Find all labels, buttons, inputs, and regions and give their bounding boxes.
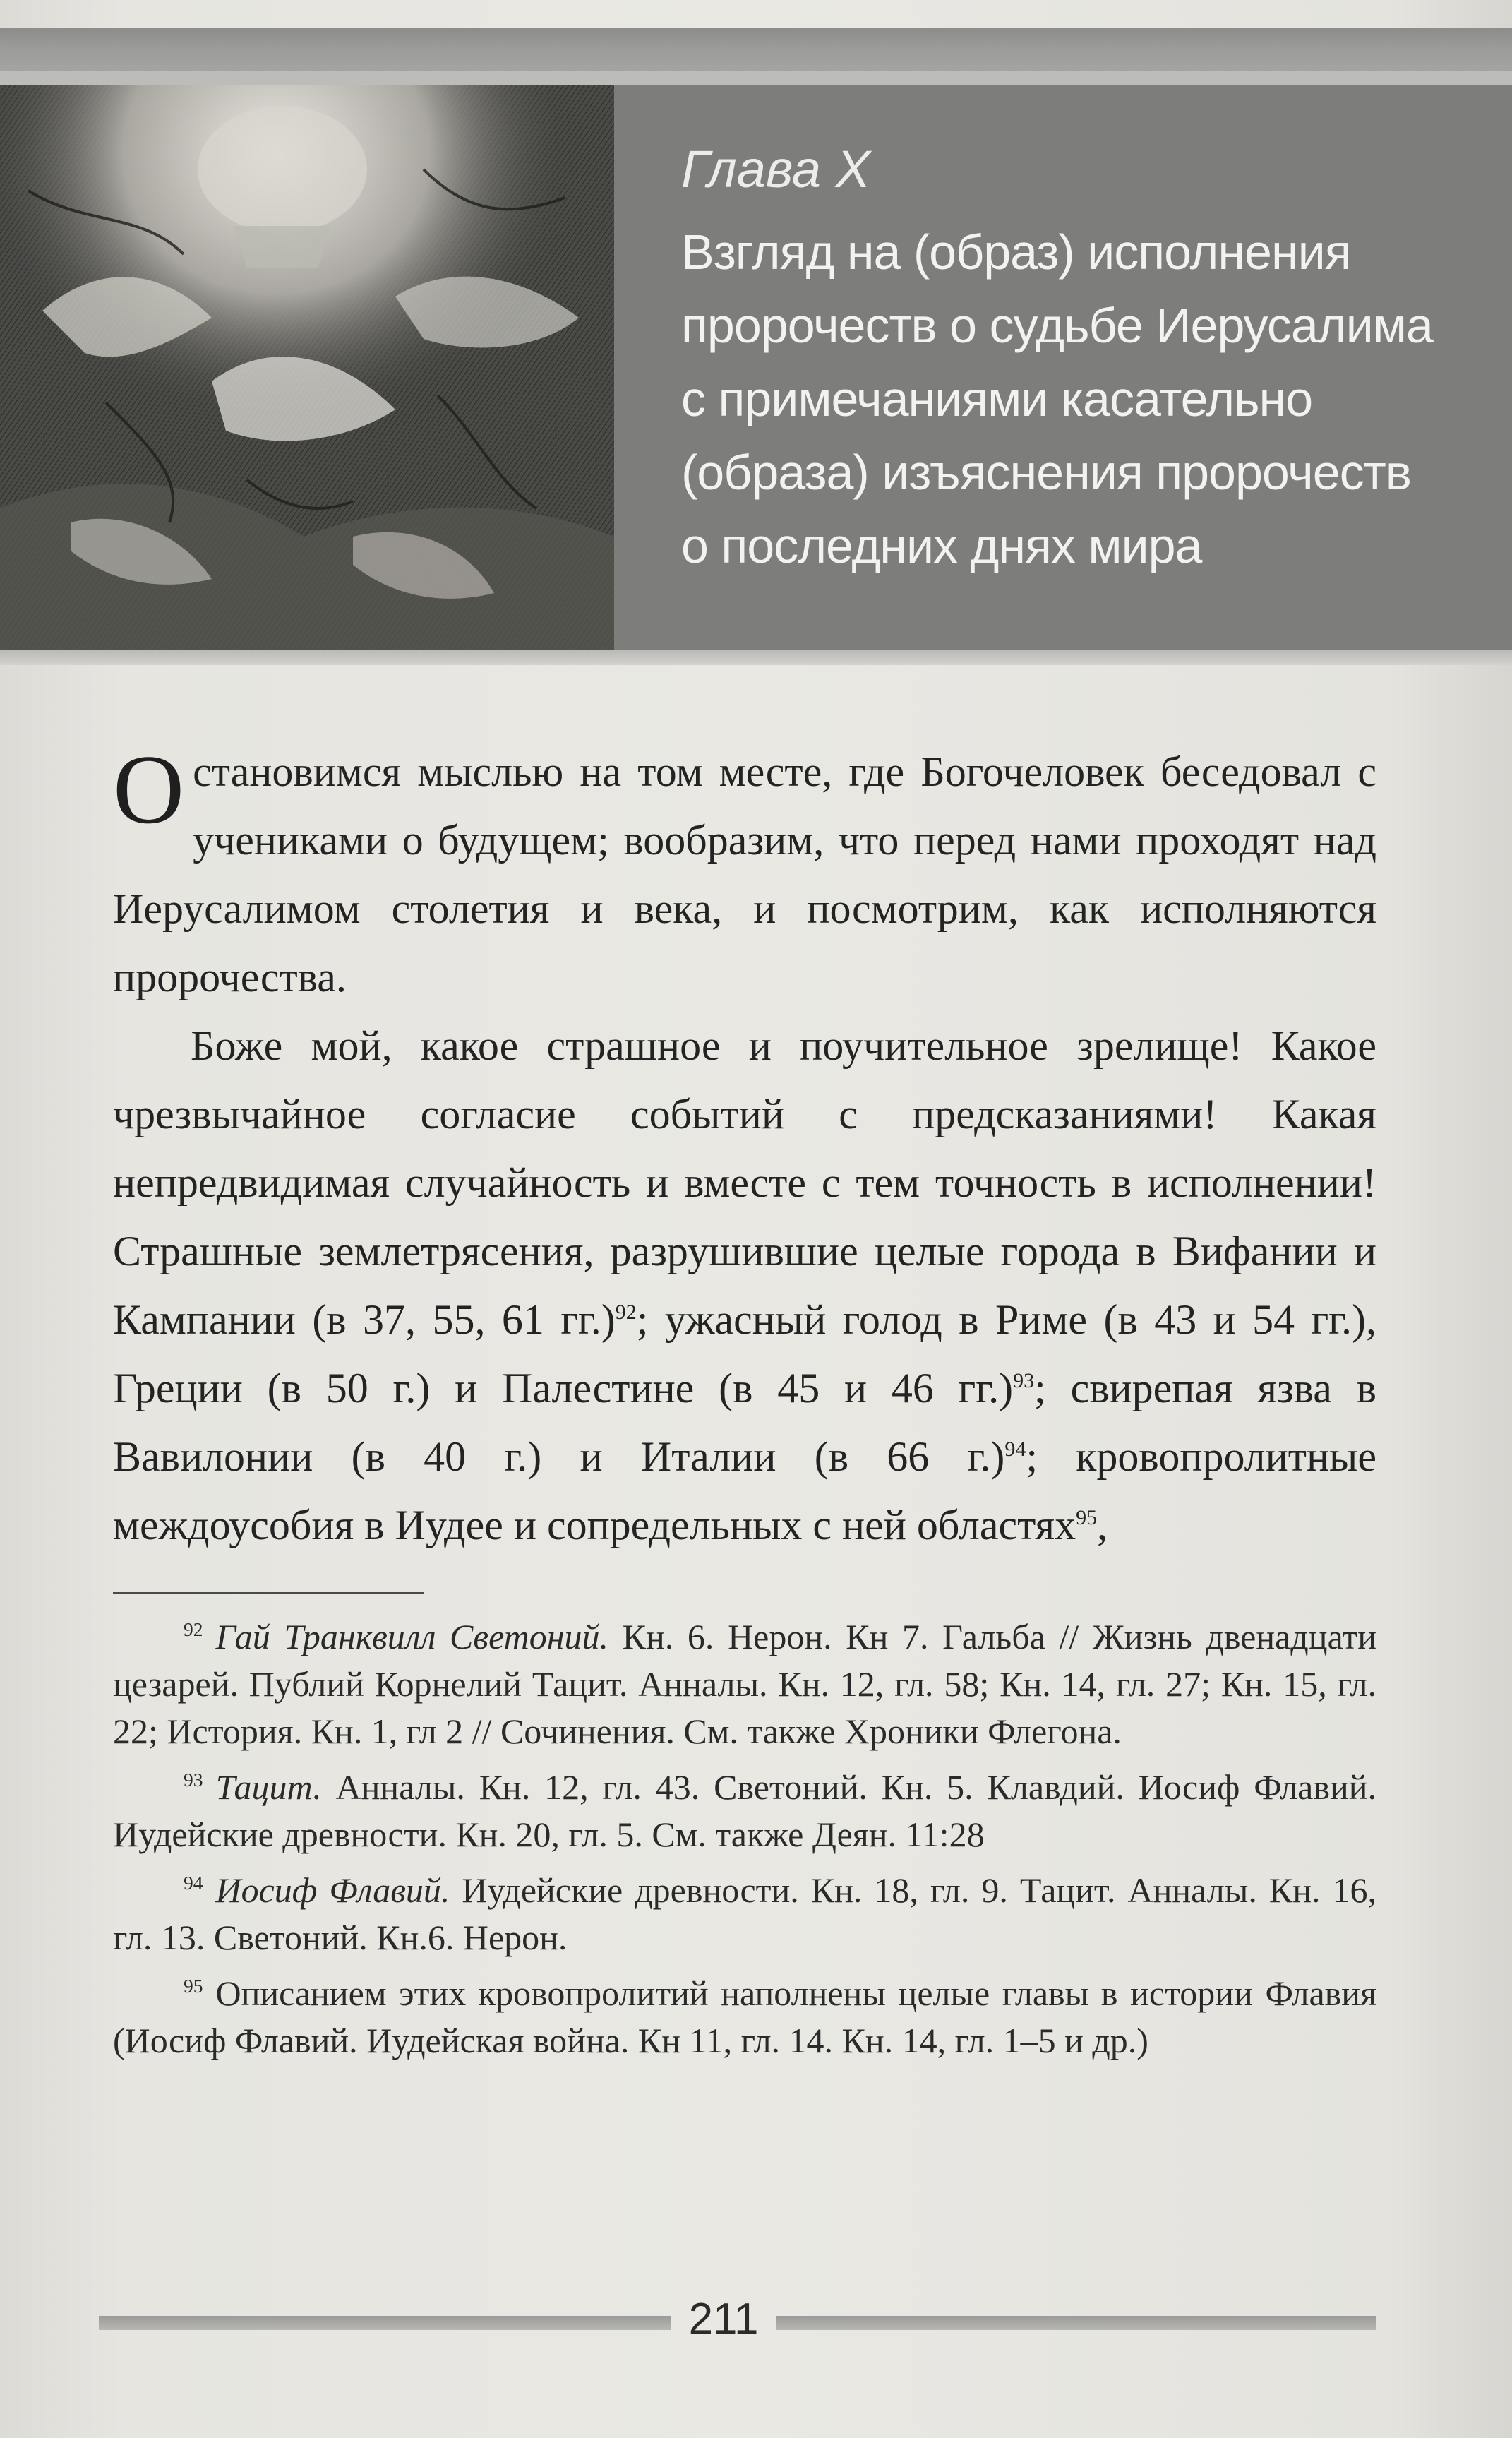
footnote-ref-93[interactable]: 93 [1013,1369,1035,1392]
chapter-title-line: о последних днях мира [681,518,1202,573]
footnote-95 [113,1970,1376,2064]
drop-cap: О [113,735,185,844]
footnote-author: Тацит. [215,1767,322,1807]
footnote-divider [113,1592,424,1594]
chapter-title-line: пророчеств о судьбе Иерусалима [681,298,1433,353]
page-number: 211 [688,2295,759,2343]
main-text [113,735,1377,1560]
footnote-text: Анналы. Кн. 12, гл. 43. Светоний. Кн. 5. Клавдий. Иосиф Флавий. Иудейские древности. Кн. 20, гл. 5. См. также Деян. 11:28 [113,1767,1376,1854]
footnote-ref-95[interactable]: 95 [1076,1506,1098,1529]
paragraph-1 [113,735,1376,1012]
top-decorative-stripe [0,71,1512,85]
footnote-text: Описанием этих кровопролитий наполнены целые главы в истории Флавия (Иосиф Флавий. Иудейская война. Кн 11, гл. 14. Кн. 14, гл. 1–5 и др.) [113,1973,1376,2060]
paragraph-2 [113,1012,1376,1560]
footer-bar-left [99,2316,671,2330]
paragraph-2-text: ; кровопролитные междоусобия в Иудее и сопредельных с ней областях [113,1433,1376,1548]
footnote-ref-94[interactable]: 94 [1004,1438,1026,1461]
paragraph-2-text: ; ужасный голод в Риме (в 43 и 54 гг.), Греции (в 50 г.) и Палестине (в 45 и 46 гг.) [113,1296,1376,1411]
footnotes [113,1613,1376,2073]
footnote-text: Иудейские древности. Кн. 18, гл. 9. Тацит. Анналы. Кн. 16, гл. 13. Светоний. Кн.6. Нерон. [113,1870,1377,1957]
paragraph-2-text: Боже мой, какое страшное и поучительное зрелище! Какое чрезвычайное согласие событий с предсказаниями! Какая непредвидимая случайность и вместе с тем точность в исполнении! Страшные землетрясения, разрушившие целые города в Вифании и Кампании (в 37, 55, 61 гг.) [113,1022,1376,1343]
chapter-title-line: с примечаниями касательно [681,371,1313,426]
paragraph-2-text: ; свирепая язва в Вавилонии (в 40 г.) и Италии (в 66 г.) [113,1365,1377,1480]
footnote-ref-92[interactable]: 92 [615,1301,637,1324]
footnote-92 [113,1613,1376,1755]
footnote-number: 94 [184,1872,203,1894]
engraving-art [0,85,614,650]
header-bottom-stripe [0,650,1512,665]
footnote-author: Иосиф Флавий. [215,1870,450,1910]
paragraph-2-text: , [1097,1502,1108,1548]
footer-bar-right [776,2316,1376,2330]
footnote-94 [113,1867,1376,1961]
chapter-title-line: (образа) изъяснения пророчеств [681,445,1411,500]
chapter-label: Глава X [681,140,870,198]
footnote-number: 92 [184,1618,203,1641]
chapter-heading [681,138,1479,582]
footnote-93 [113,1764,1376,1858]
paragraph-1-text: становимся мыслью на том месте, где Богочеловек беседовал с учениками о будущем; вообразим, что перед нами проходят над Иерусалимом столетия и века, и посмотрим, как исполняются пророчества. [113,748,1376,1000]
footnote-author: Гай Транквилл Светоний. [215,1617,609,1656]
chapter-title-line: Взгляд на (образ) исполнения [681,225,1351,280]
footnote-number: 93 [184,1769,203,1791]
chapter-engraving-illustration [0,85,614,650]
footnote-text: Кн. 6. Нерон. Кн 7. Гальба // Жизнь двенадцати цезарей. Публий Корнелий Тацит. Анналы. Кн. 12, гл. 58; Кн. 14, гл. 27; Кн. 15, гл. 22; История. Кн. 1, гл 2 // Сочинения. См. также Хроники Флегона. [113,1617,1376,1751]
footnote-number: 95 [184,1975,203,1997]
chapter-title [681,215,1479,582]
